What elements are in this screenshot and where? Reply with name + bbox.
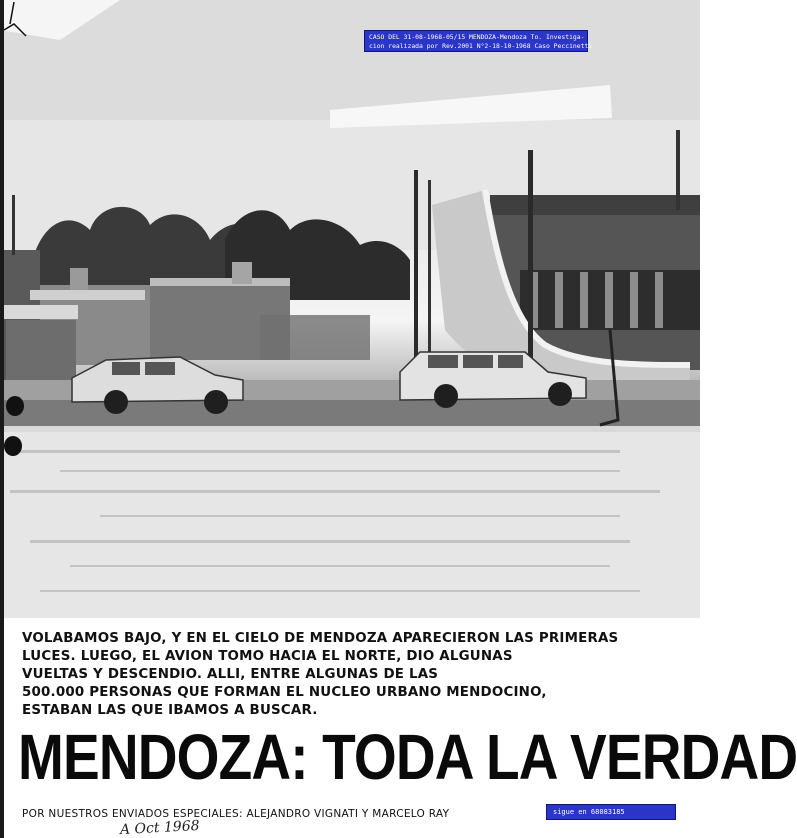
archive-label-line-1: CASO DEL 31-08-1968-05/15 MENDOZA-Mendoza To. Investiga-: [369, 33, 585, 41]
byline: POR NUESTROS ENVIADOS ESPECIALES: ALEJANDRO VIGNATI Y MARCELO RAY: [22, 808, 450, 820]
lead-line: VOLABAMOS BAJO, Y EN EL CIELO DE MENDOZA APARECIERON LAS PRIMERAS: [22, 631, 619, 646]
lead-line: 500.000 PERSONAS QUE FORMAN EL NUCLEO URBANO MENDOCINO,: [22, 685, 547, 700]
continuation-reference: sigue en 68083185: [546, 804, 676, 820]
lead-line: VUELTAS Y DESCENDIO. ALLI, ENTRE ALGUNAS DE LAS: [22, 667, 439, 682]
handwritten-date: A Oct 1968: [119, 817, 200, 838]
lead-line: ESTABAN LAS QUE IBAMOS A BUSCAR.: [22, 703, 318, 718]
binder-hole-icon: [6, 396, 24, 416]
archive-label-line-2: cion realizada por Rev.2001 N°2-18-10-1968 Caso Peccinetti: [369, 42, 593, 50]
lead-paragraph: [22, 630, 662, 720]
pen-mark-icon: [0, 0, 30, 40]
page-edge: [0, 0, 4, 838]
headline: MENDOZA: TODA LA VERDAD: [18, 721, 797, 793]
binder-hole-icon: [4, 436, 22, 456]
lead-line: LUCES. LUEGO, EL AVION TOMO HACIA EL NORTE, DIO ALGUNAS: [22, 649, 513, 664]
archive-label: [364, 30, 593, 52]
